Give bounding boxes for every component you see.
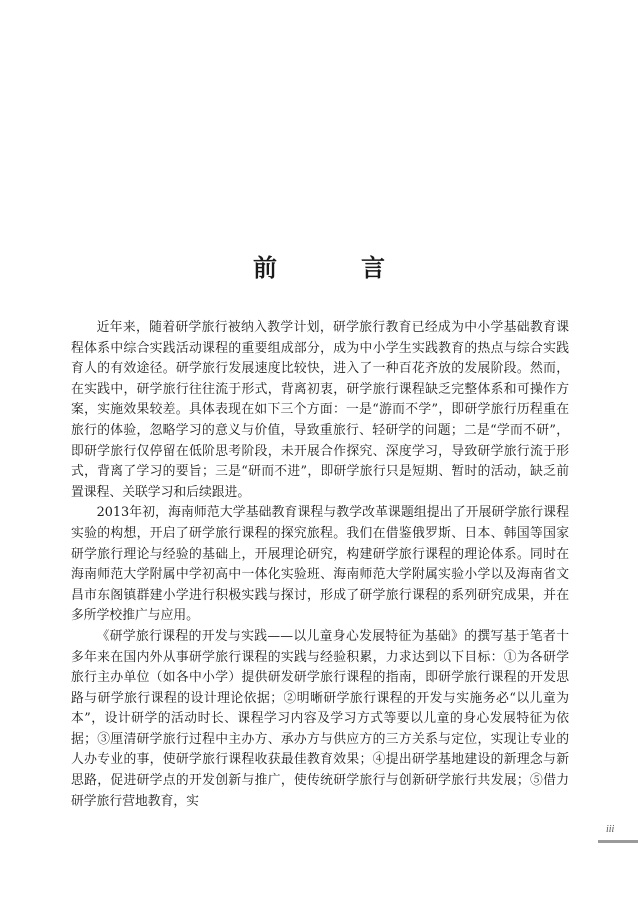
page-number-rule <box>598 840 638 843</box>
body-text <box>71 318 569 812</box>
paragraph: 近年来，随着研学旅行被纳入教学计划，研学旅行教育已经成为中小学基础教育课程体系中综合实践活动课程的重要组成部分，成为中小学生实践教育的热点与综合实践育人的有效途径。研学旅行发展速度比较快，进入了一种百花齐放的发展阶段。然而，在实践中，研学旅行往往流于形式，背离初衷，研学旅行课程缺乏完整体系和可操作方案，实施效果较差。具体表现在如下三个方面：一是“游而不学”，即研学旅行历程重在旅行的体验，忽略学习的意义与价值，导致重旅行、轻研学的问题；二是“学而不研”，即研学旅行仅停留在低阶思考阶段，未开展合作探究、深度学习，导致研学旅行流于形式，背离了学习的要旨；三是“研而不进”，即研学旅行只是短期、暂时的活动，缺乏前置课程、关联学习和后续跟进。 <box>71 320 569 500</box>
paragraph: 2013年初，海南师范大学基础教育课程与教学改革课题组提出了开展研学旅行课程实验的构想，开启了研学旅行课程的探究旅程。我们在借鉴俄罗斯、日本、韩国等国家研学旅行理论与经验的基础上，开展理论研究，构建研学旅行课程的理论体系。同时在海南师范大学附属中学初高中一体化实验班、海南师范大学附属实验小学以及海南省文昌市东阁镇群建小学进行积极实践与探讨，形成了研学旅行课程的系列研究成果，并在多所学校推广与应用。 <box>71 505 569 624</box>
paragraph: 《研学旅行课程的开发与实践——以儿童身心发展特征为基础》的撰写基于笔者十多年来在国内外从事研学旅行课程的实践与经验积累，力求达到以下目标：①为各研学旅行主办单位（如各中小学）提供研发研学旅行课程的指南，即研学旅行课程的开发思路与研学旅行课程的设计理论依据；②明晰研学旅行课程的开发与实施务必“以儿童为本”，设计研学的活动时长、课程学习内容及学习方式等要以儿童的身心发展特征为依据；③厘清研学旅行过程中主办方、承办方与供应方的三方关系与定位，实现让专业的人办专业的事，使研学旅行课程收获最佳教育效果；④提出研学基地建设的新理念与新思路，促进研学点的开发创新与推广，使传统研学旅行与创新研学旅行共发展；⑤借力研学旅行营地教育，实 <box>71 628 569 809</box>
page-number: iii <box>606 824 615 835</box>
page-title: 前 言 <box>253 254 415 282</box>
